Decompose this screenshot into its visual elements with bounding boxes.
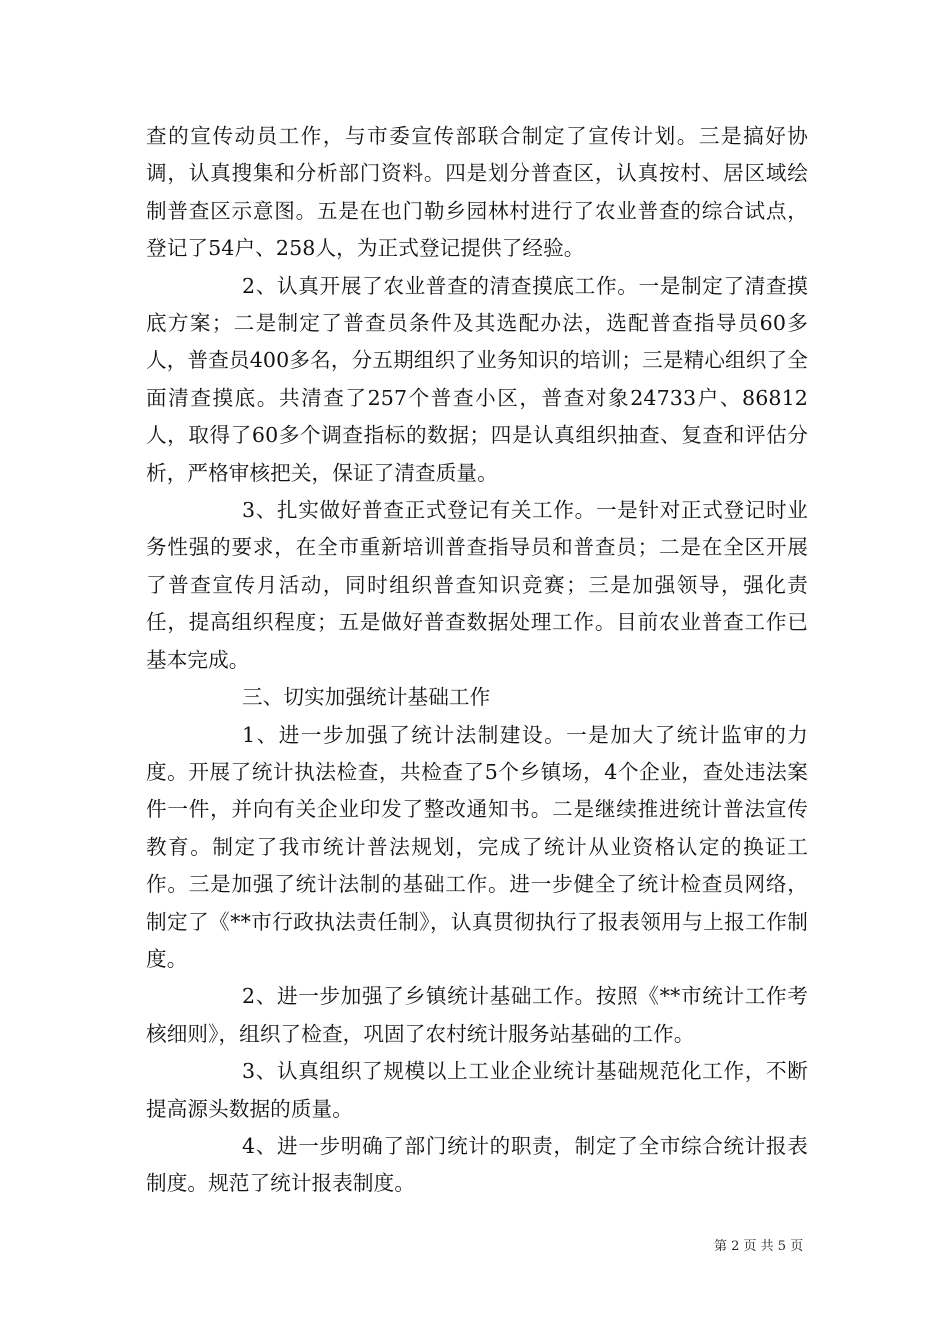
paragraph-industrial-enterprises: 3、认真组织了规模以上工业企业统计基础规范化工作，不断提高源头数据的质量。 — [146, 1059, 808, 1121]
paragraph-census-inventory: 2、认真开展了农业普查的清查摸底工作。一是制定了清查摸底方案；二是制定了普查员条件及其选配办法，选配普查指导员60多人，普查员400多名，分五期组织了业务知识的培训；三是精心组织了全面清查摸底。共清查了257个普查小区，普查对象24733户、86812人，取得了60多个调查指标的数据；四是认真组织抽查、复查和评估分析，严格审核把关，保证了清查质量。 — [146, 273, 808, 485]
paragraph-township-statistics: 2、进一步加强了乡镇统计基础工作。按照《**市统计工作考核细则》，组织了检查，巩固了农村统计服务站基础的工作。 — [146, 984, 808, 1046]
document-body — [146, 118, 808, 1203]
section-heading-statistics-foundation: 三、切实加强统计基础工作 — [242, 685, 491, 710]
page-number-footer: 第 2 页 共 5 页 — [714, 1239, 804, 1254]
paragraph-department-statistics: 4、进一步明确了部门统计的职责，制定了全市综合统计报表制度。规范了统计报表制度。 — [146, 1133, 808, 1196]
paragraph-formal-registration: 3、扎实做好普查正式登记有关工作。一是针对正式登记时业务性强的要求，在全市重新培训普查指导员和普查员；二是在全区开展了普查宣传月活动，同时组织普查知识竞赛；三是加强领导，强化责任，提高组织程度；五是做好普查数据处理工作。目前农业普查工作已基本完成。 — [146, 498, 808, 672]
paragraph-statistics-legal-system: 1、进一步加强了统计法制建设。一是加大了统计监审的力度。开展了统计执法检查，共检查了5个乡镇场，4个企业，查处违法案件一件，并向有关企业印发了整改通知书。二是继续推进统计普法宣传教育。制定了我市统计普法规划，完成了统计从业资格认定的换证工作。三是加强了统计法制的基础工作。进一步健全了统计检查员网络，制定了《**市行政执法责任制》，认真贯彻执行了报表领用与上报工作制度。 — [146, 722, 808, 971]
paragraph-publicity-continuation: 查的宣传动员工作，与市委宣传部联合制定了宣传计划。三是搞好协调，认真搜集和分析部门资料。四是划分普查区，认真按村、居区域绘制普查区示意图。五是在也门勒乡园林村进行了农业普查的综合试点，登记了54户、258人，为正式登记提供了经验。 — [146, 124, 808, 261]
